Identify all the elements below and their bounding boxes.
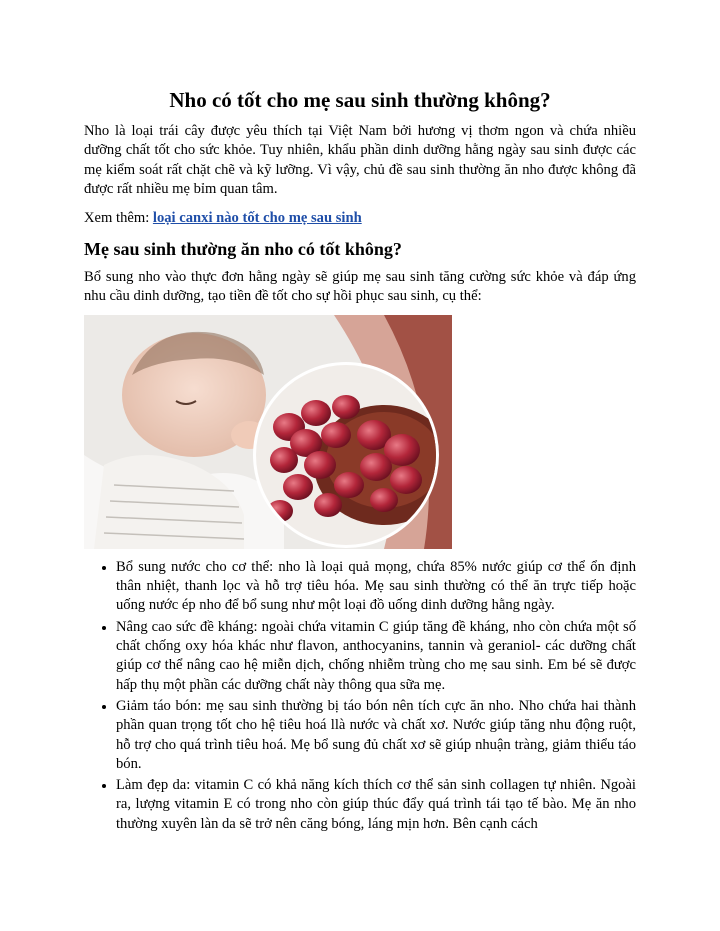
photo-illustration bbox=[84, 315, 452, 549]
see-also-link[interactable]: loại canxi nào tốt cho mẹ sau sinh bbox=[152, 209, 362, 226]
see-also-prefix: Xem thêm: bbox=[84, 209, 153, 226]
benefits-list bbox=[84, 558, 636, 834]
list-item-water: • Bổ sung nước cho cơ thể: nho là loại quả mọng, chứa 85% nước giúp cơ thể ổn định thân nhiệt, thanh lọc và hỗ trợ tiêu hóa. Mẹ sau sinh thường có thể ăn trực tiếp hoặc uống nước ép nho để bổ sung như một loại đồ uống dinh dưỡng hằng ngày. bbox=[116, 558, 636, 616]
page-title: Nho có tốt cho mẹ sau sinh thường không? bbox=[169, 88, 551, 112]
section-lead-paragraph: Bổ sung nho vào thực đơn hằng ngày sẽ giúp mẹ sau sinh tăng cường sức khỏe và đáp ứng nhu cầu dinh dưỡng, tạo tiền đề tốt cho sự hồi phục sau sinh, cụ thể: bbox=[84, 269, 636, 305]
list-item-immunity: • Nâng cao sức đề kháng: ngoài chứa vitamin C giúp tăng đề kháng, nho còn chứa một số chất chống oxy hóa khác như flavon, anthocyanins, tannin và geraniol- các dưỡng chất giúp cơ thể nâng cao hệ miễn dịch, chống nhiễm trùng cho mẹ sau sinh. Em bé sẽ được hấp thụ một phần các dưỡng chất này thông qua sữa mẹ. bbox=[116, 618, 636, 695]
list-item-skin: • Làm đẹp da: vitamin C có khả năng kích thích cơ thể sản sinh collagen tự nhiên. Ngoài ra, lượng vitamin E có trong nho còn giúp thúc đẩy quá trình tái tạo tế bào. Mẹ ăn nho thường xuyên làn da sẽ trở nên căng bóng, láng mịn hơn. Bên cạnh cách bbox=[116, 776, 636, 834]
section-heading: Mẹ sau sinh thường ăn nho có tốt không? bbox=[84, 239, 402, 260]
intro-paragraph: Nho là loại trái cây được yêu thích tại Việt Nam bởi hương vị thơm ngon và chứa nhiều dưỡng chất tốt cho sức khỏe. Tuy nhiên, khẩu phần dinh dưỡng hằng ngày sau sinh được các mẹ kiểm soát rất chặt chẽ và kỹ lưỡng. Vì vậy, chủ đề sau sinh thường ăn nho được không đã được rất nhiều mẹ bỉm quan tâm. bbox=[84, 123, 636, 198]
baby-grapes-photo bbox=[84, 315, 452, 549]
list-item-constipation: • Giảm táo bón: mẹ sau sinh thường bị táo bón nên tích cực ăn nho. Nho chứa hai thành phần quan trọng tốt cho hệ tiêu hoá llà nước và chất xơ. Nước giúp tăng nhu động ruột, hỗ trợ cho quá trình tiêu hoá. Mẹ bổ sung đủ chất xơ sẽ giúp nhuận tràng, giảm thiểu táo bón. bbox=[116, 697, 636, 774]
see-also-line bbox=[84, 209, 636, 228]
